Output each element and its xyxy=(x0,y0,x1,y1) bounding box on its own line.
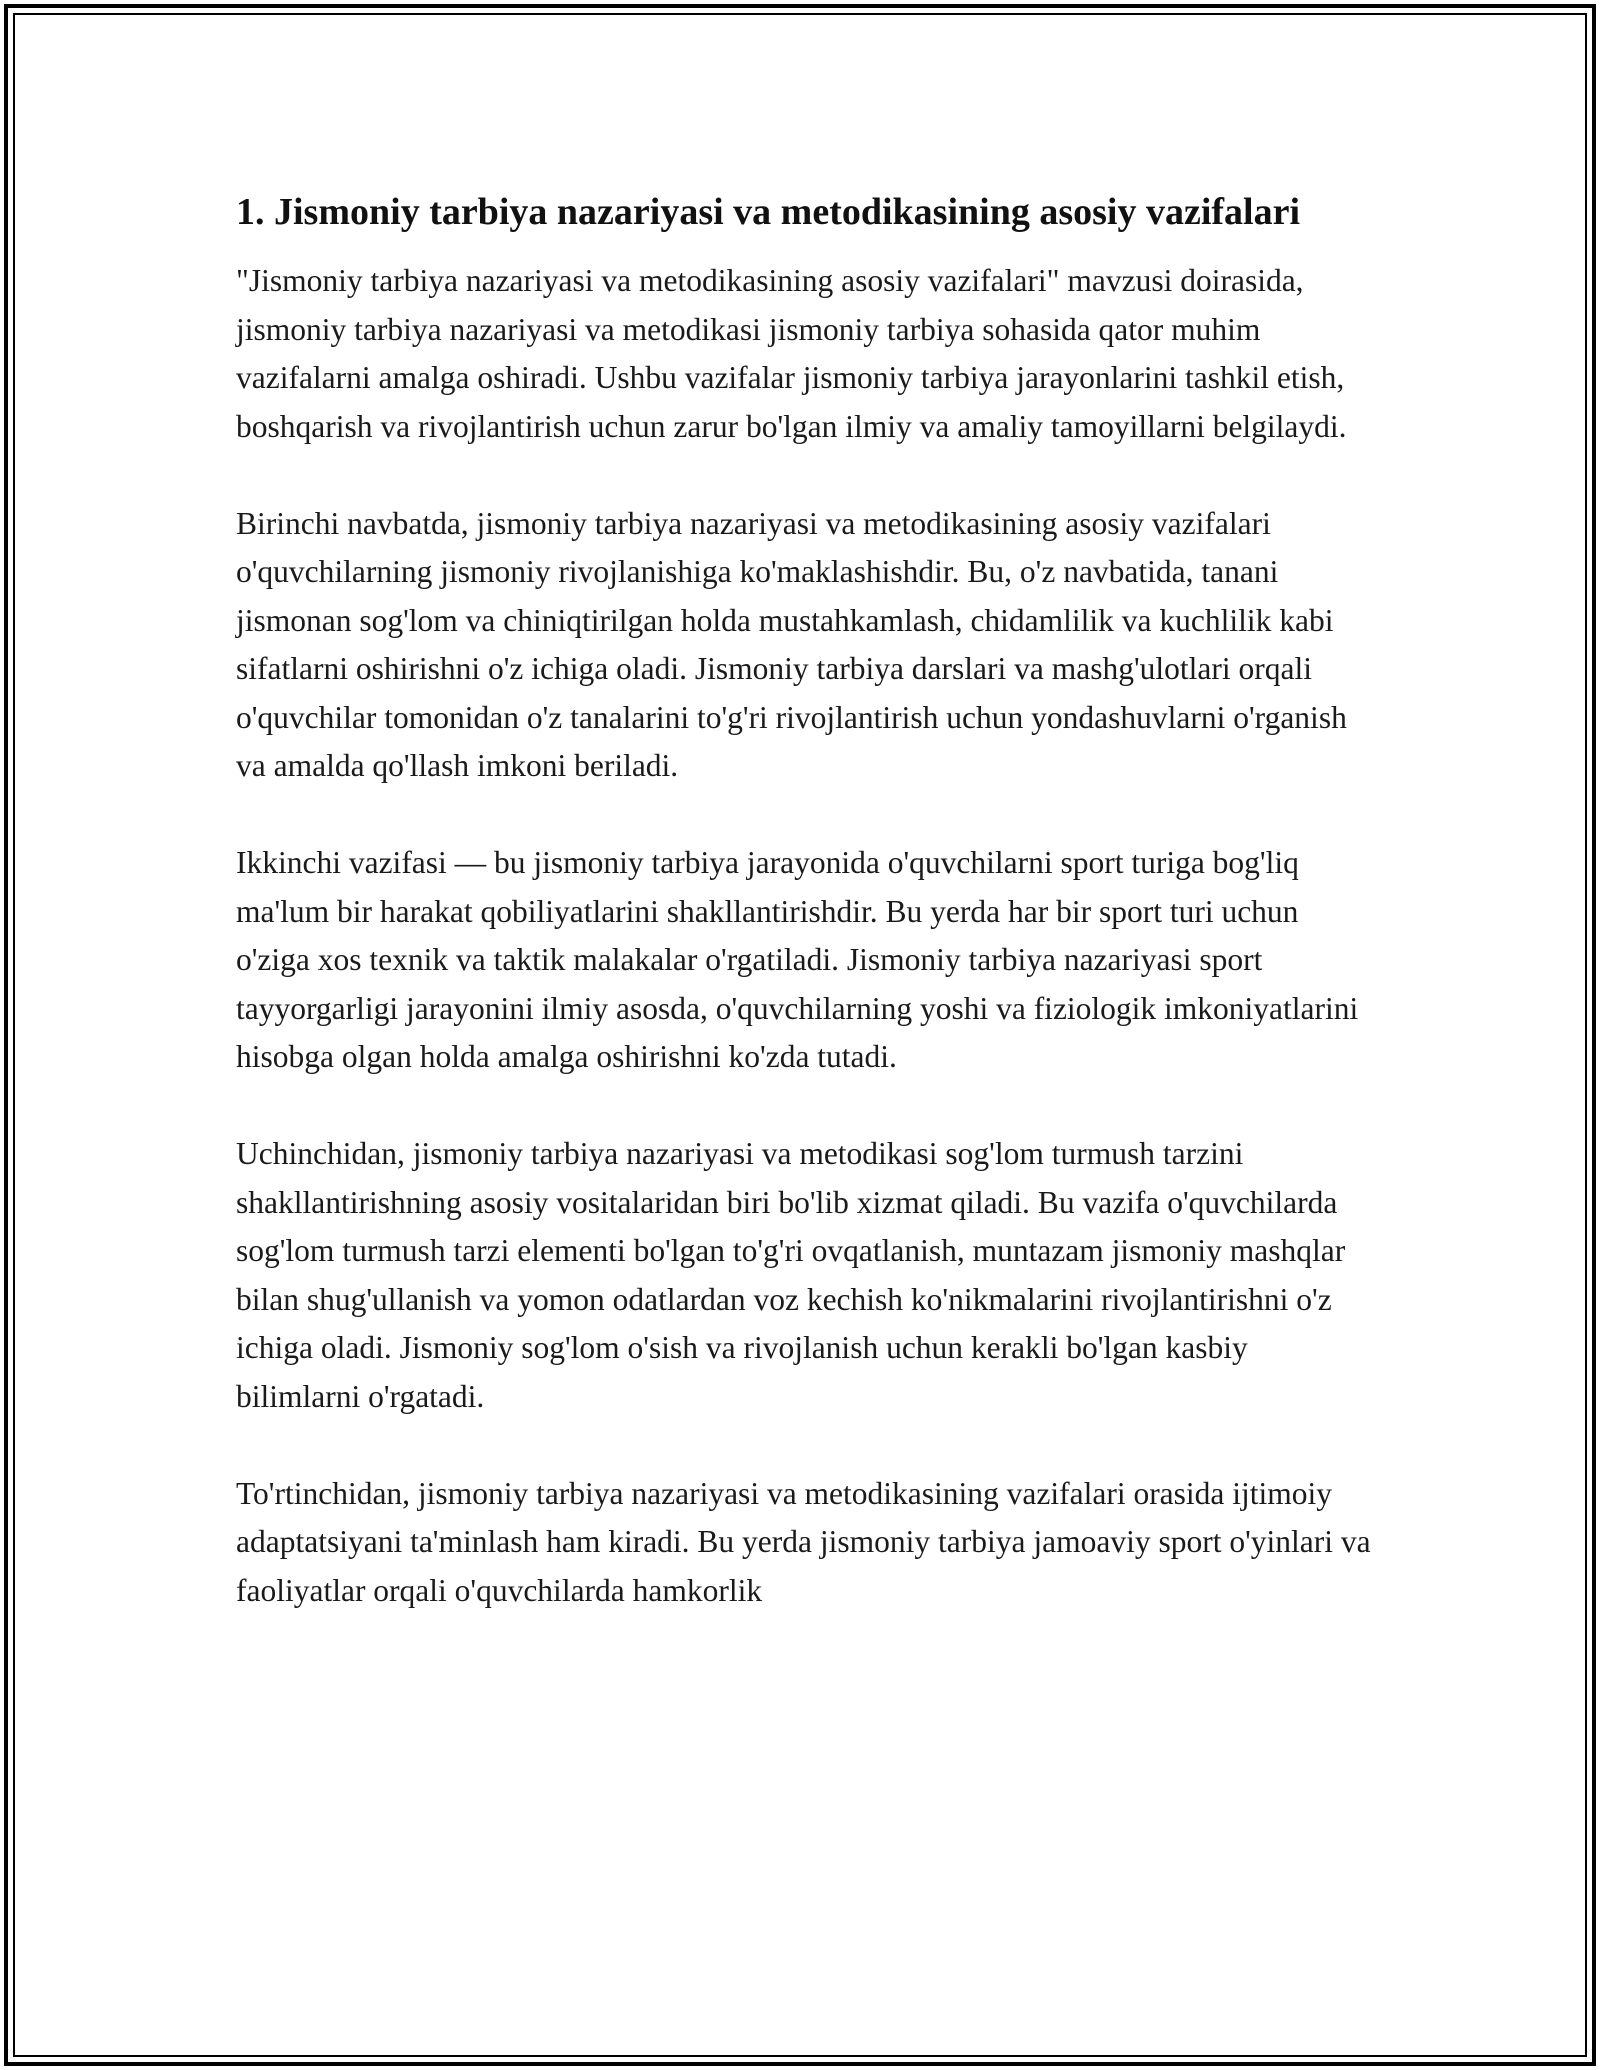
document-title: 1. Jismoniy tarbiya nazariyasi va metodikasining asosiy vazifalari xyxy=(236,191,1301,233)
paragraph-first-task: Birinchi navbatda, jismoniy tarbiya nazariyasi va metodikasining asosiy vazifalari o'quvchilarning jismoniy rivojlanishiga ko'maklashishdir. Bu, o'z navbatida, tanani jismonan sog'lom va chiniqtirilgan holda mustahkamlash, chidamlilik va kuchlilik kabi sifatlarni oshirishni o'z ichiga oladi. Jismoniy tarbiya darslari va mashg'ulotlari orqali o'quvchilar tomonidan o'z tanalarini to'g'ri rivojlantirish uchun yondashuvlarni o'rganish va amalda qo'llash imkoni beriladi. xyxy=(236,505,1347,783)
document-body xyxy=(236,185,1376,1664)
paragraph-fourth-task: To'rtinchidan, jismoniy tarbiya nazariyasi va metodikasining vazifalari orasida ijtimoiy adaptatsiyani ta'minlash ham kiradi. Bu yerda jismoniy tarbiya jamoaviy sport o'yinlari va faoliyatlar orqali o'quvchilarda hamkorlik xyxy=(236,1475,1371,1608)
paragraph-second-task: Ikkinchi vazifasi — bu jismoniy tarbiya jarayonida o'quvchilarni sport turiga bog'liq ma'lum bir harakat qobiliyatlarini shakllantirishdir. Bu yerda har bir sport turi uchun o'ziga xos texnik va taktik malakalar o'rgatiladi. Jismoniy tarbiya nazariyasi sport tayyorgarligi jarayonini ilmiy asosda, o'quvchilarning yoshi va fiziologik imkoniyatlarini hisobga olgan holda amalga oshirishni ko'zda tutadi. xyxy=(236,845,1359,1074)
paragraph-intro: "Jismoniy tarbiya nazariyasi va metodikasining asosiy vazifalari" mavzusi doirasida, jismoniy tarbiya nazariyasi va metodikasi jismoniy tarbiya sohasida qator muhim vazifalarni amalga oshiradi. Ushbu vazifalar jismoniy tarbiya jarayonlarini tashkil etish, boshqarish va rivojlantirish uchun zarur bo'lgan ilmiy va amaliy tamoyillarni belgilaydi. xyxy=(236,263,1347,444)
paragraph-third-task: Uchinchidan, jismoniy tarbiya nazariyasi va metodikasi sog'lom turmush tarzini shakllantirishning asosiy vositalaridan biri bo'lib xizmat qiladi. Bu vazifa o'quvchilarda sog'lom turmush tarzi elementi bo'lgan to'g'ri ovqatlanish, muntazam jismoniy mashqlar bilan shug'ullanish va yomon odatlardan voz kechish ko'nikmalarini rivojlantirishni o'z ichiga oladi. Jismoniy sog'lom o'sish va rivojlanish uchun kerakli bo'lgan kasbiy bilimlarni o'rgatadi. xyxy=(236,1136,1346,1414)
